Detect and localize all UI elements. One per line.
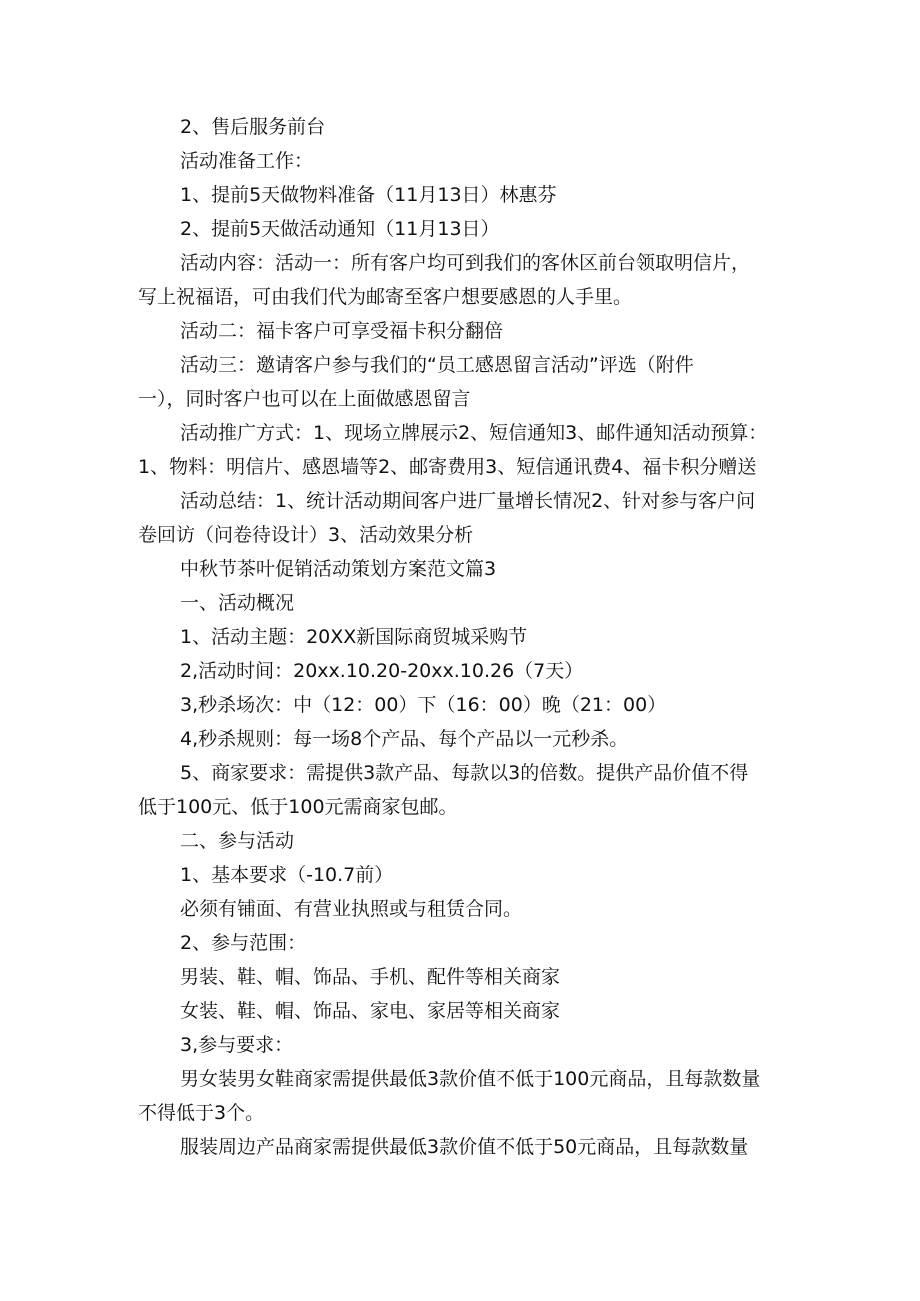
- paragraph-line: 活动三：邀请客户参与我们的“员工感恩留言活动”评选（附件: [180, 354, 694, 376]
- paragraph-line: 低于100元、低于100元需商家包邮。: [138, 796, 458, 818]
- paragraph-line: 3,秒杀场次：中（12：00）下（16：00）晚（21：00）: [180, 694, 667, 716]
- paragraph-line: 4,秒杀规则：每一场8个产品、每个产品以一元秒杀。: [180, 728, 629, 750]
- paragraph-line: 卷回访（问卷待设计）3、活动效果分析: [138, 524, 474, 546]
- document-body: [138, 110, 788, 1164]
- paragraph-line: 活动总结：1、统计活动期间客户进厂量增长情况2、针对参与客户问: [180, 490, 756, 512]
- paragraph-line: 2,活动时间：20xx.10.20-20xx.10.26（7天）: [180, 660, 584, 682]
- paragraph-line: 服装周边产品商家需提供最低3款价值不低于50元商品，且每款数量: [180, 1136, 749, 1158]
- paragraph-line: 2、参与范围：: [180, 932, 307, 954]
- paragraph-line: 1、活动主题：20XX新国际商贸城采购节: [180, 626, 528, 648]
- paragraph-line: 不得低于3个。: [138, 1102, 265, 1124]
- paragraph-line: 女装、鞋、帽、饰品、家电、家居等相关商家: [180, 1000, 561, 1022]
- section-heading: 一、活动概况: [180, 592, 295, 614]
- paragraph-line: 必须有铺面、有营业执照或与租赁合同。: [180, 898, 523, 920]
- paragraph-line: 一），同时客户也可以在上面做感恩留言: [138, 388, 471, 410]
- paragraph-line: 1、物料：明信片、感恩墙等2、邮寄费用3、短信通讯费4、福卡积分赠送: [138, 456, 757, 478]
- paragraph-line: 男装、鞋、帽、饰品、手机、配件等相关商家: [180, 966, 561, 988]
- paragraph-line: 3,参与要求：: [180, 1034, 294, 1056]
- paragraph-line: 2、提前5天做活动通知（11月13日）: [180, 218, 500, 240]
- paragraph-line: 活动内容：活动一：所有客户均可到我们的客休区前台领取明信片，: [180, 252, 751, 274]
- paragraph-line: 活动准备工作：: [180, 150, 314, 172]
- paragraph-line: 写上祝福语，可由我们代为邮寄至客户想要感恩的人手里。: [138, 286, 633, 308]
- paragraph-line: 男女装男女鞋商家需提供最低3款价值不低于100元商品，且每款数量: [180, 1068, 761, 1090]
- section-heading: 中秋节茶叶促销活动策划方案范文篇3: [180, 558, 497, 580]
- paragraph-line: 2、售后服务前台: [180, 116, 326, 138]
- paragraph-line: 1、提前5天做物料准备（11月13日）林惠芬: [180, 184, 557, 206]
- paragraph-line: 5、商家要求：需提供3款产品、每款以3的倍数。提供产品价值不得: [180, 762, 749, 784]
- section-heading: 二、参与活动: [180, 830, 295, 852]
- paragraph-line: 活动二：福卡客户可享受福卡积分翻倍: [180, 320, 504, 342]
- paragraph-line: 1、基本要求（-10.7前）: [180, 864, 394, 886]
- paragraph-line: 活动推广方式：1、现场立牌展示2、短信通知3、邮件通知活动预算：: [180, 422, 768, 444]
